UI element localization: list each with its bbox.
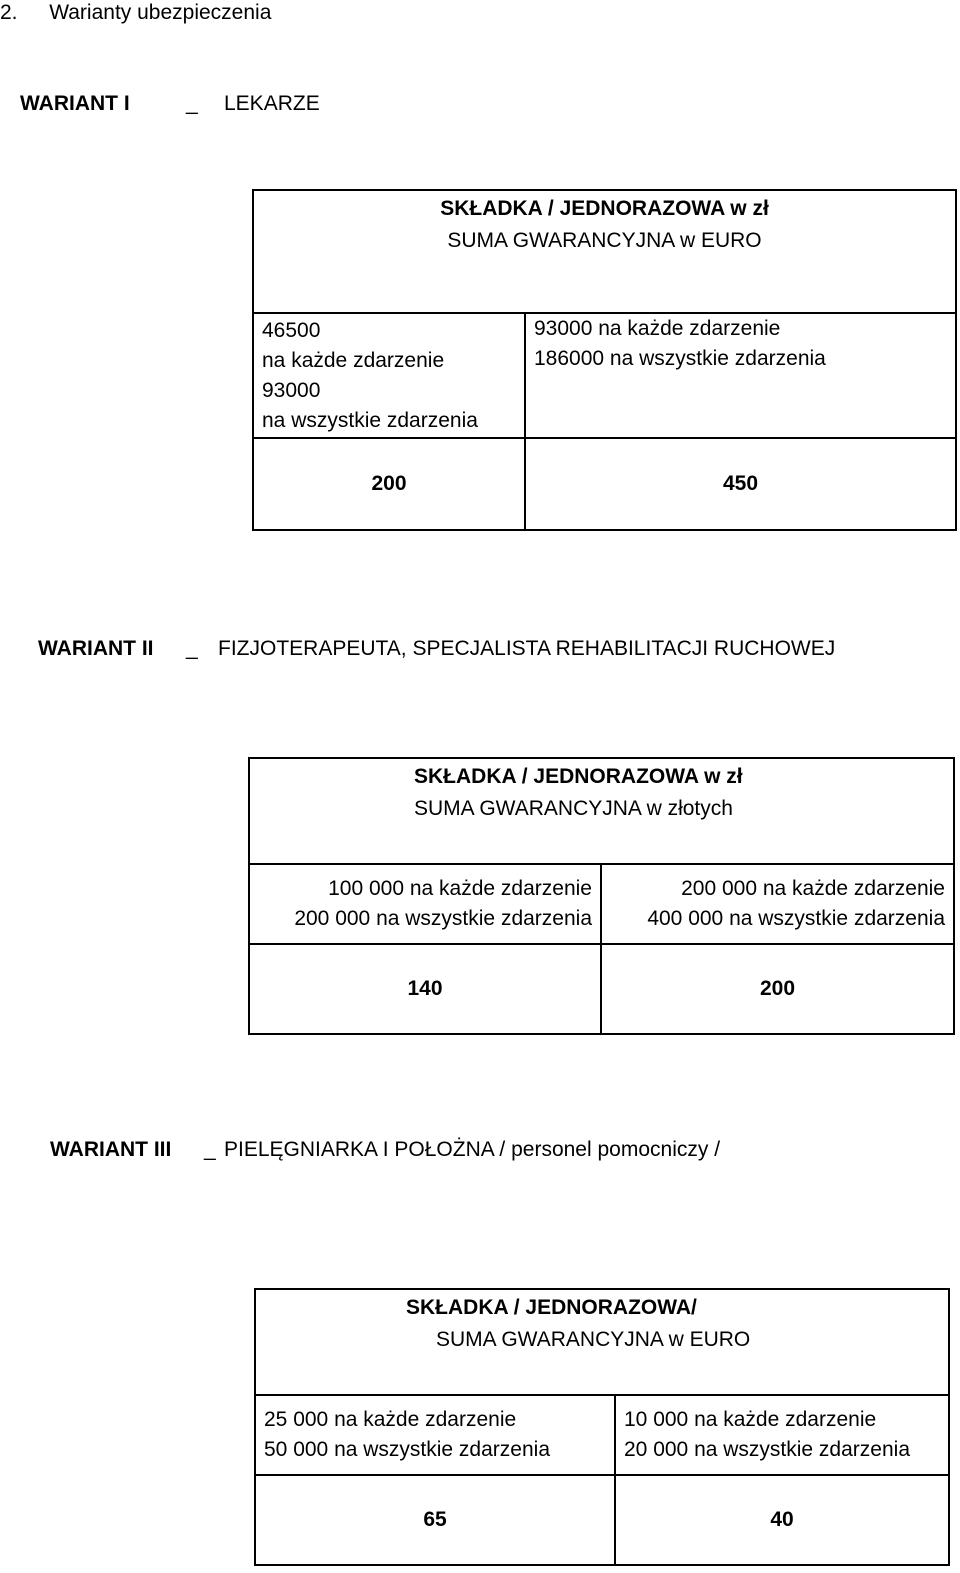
variant-3-premium-2: 40 [615, 1475, 949, 1565]
variant-1-option-2-line: 93000 na każde zdarzenie [534, 317, 781, 340]
variant-3-label: WARIANT III [50, 1138, 172, 1161]
variant-3-option-2-line: 20 000 na wszystkie zdarzenia [624, 1438, 910, 1461]
variant-1-option-1-line: na wszystkie zdarzenia [262, 408, 478, 432]
variant-3-option-1 [255, 1395, 615, 1475]
variant-2-option-1-line: 200 000 na wszystkie zdarzenia [294, 907, 592, 930]
variant-2-profession: FIZJOTERAPEUTA, SPECJALISTA REHABILITACJI RUCHOWEJ [218, 637, 836, 660]
variant-1-option-1-line: na każde zdarzenie [262, 348, 445, 372]
variant-2-option-2 [601, 864, 954, 944]
variant-1-premium-1: 200 [253, 438, 525, 530]
variant-3-option-1-line: 50 000 na wszystkie zdarzenia [264, 1438, 550, 1461]
variant-1-option-2 [525, 313, 956, 438]
variant-1-option-2-line: 186000 na wszystkie zdarzenia [534, 347, 826, 370]
variant-3-header [255, 1289, 949, 1395]
variant-1-profession: LEKARZE [224, 92, 320, 115]
variant-3-dash: _ [204, 1138, 216, 1161]
variant-3-header-line1: SKŁADKA / JEDNORAZOWA/ [406, 1296, 697, 1319]
variant-3-option-2-line: 10 000 na każde zdarzenie [624, 1408, 877, 1431]
variant-1-option-1-line: 93000 [262, 378, 321, 402]
variant-2-header [249, 758, 954, 864]
variant-2-table [248, 757, 955, 1035]
section-heading [0, 0, 271, 26]
variant-2-premium-1: 140 [249, 944, 601, 1034]
variant-1-header [253, 190, 956, 313]
variant-2-header-line1: SKŁADKA / JEDNORAZOWA w zł [414, 765, 743, 788]
variant-1-dash: _ [186, 92, 198, 115]
variant-2-dash: _ [186, 637, 198, 660]
variant-3-profession: PIELĘGNIARKA I POŁOŻNA / personel pomocniczy / [224, 1138, 721, 1161]
variant-2-option-2-line: 400 000 na wszystkie zdarzenia [647, 907, 945, 930]
section-title: Warianty ubezpieczenia [49, 1, 272, 24]
variant-1-option-1-line: 46500 [262, 318, 321, 342]
variant-3-header-line2: SUMA GWARANCYJNA w EURO [436, 1328, 751, 1351]
section-number: 2. [0, 1, 18, 24]
variant-2-label: WARIANT II [38, 637, 154, 660]
variant-2-option-1-line: 100 000 na każde zdarzenie [328, 877, 592, 900]
variant-1-header-line1: SKŁADKA / JEDNORAZOWA w zł [440, 197, 769, 220]
variant-2-option-2-line: 200 000 na każde zdarzenie [681, 877, 945, 900]
variant-1-premium-2: 450 [525, 438, 956, 530]
variant-1-label: WARIANT I [20, 92, 130, 115]
variant-2-header-line2: SUMA GWARANCYJNA w złotych [414, 797, 733, 820]
variant-3-option-1-line: 25 000 na każde zdarzenie [264, 1408, 517, 1431]
variant-3-premium-1: 65 [255, 1475, 615, 1565]
variant-1-table [252, 189, 957, 531]
variant-1-option-1 [253, 313, 525, 438]
variant-3-option-2 [615, 1395, 949, 1475]
variant-3-table [254, 1288, 950, 1566]
variant-1-header-line2: SUMA GWARANCYJNA w EURO [447, 229, 762, 252]
variant-2-premium-2: 200 [601, 944, 954, 1034]
variant-2-option-1 [249, 864, 601, 944]
